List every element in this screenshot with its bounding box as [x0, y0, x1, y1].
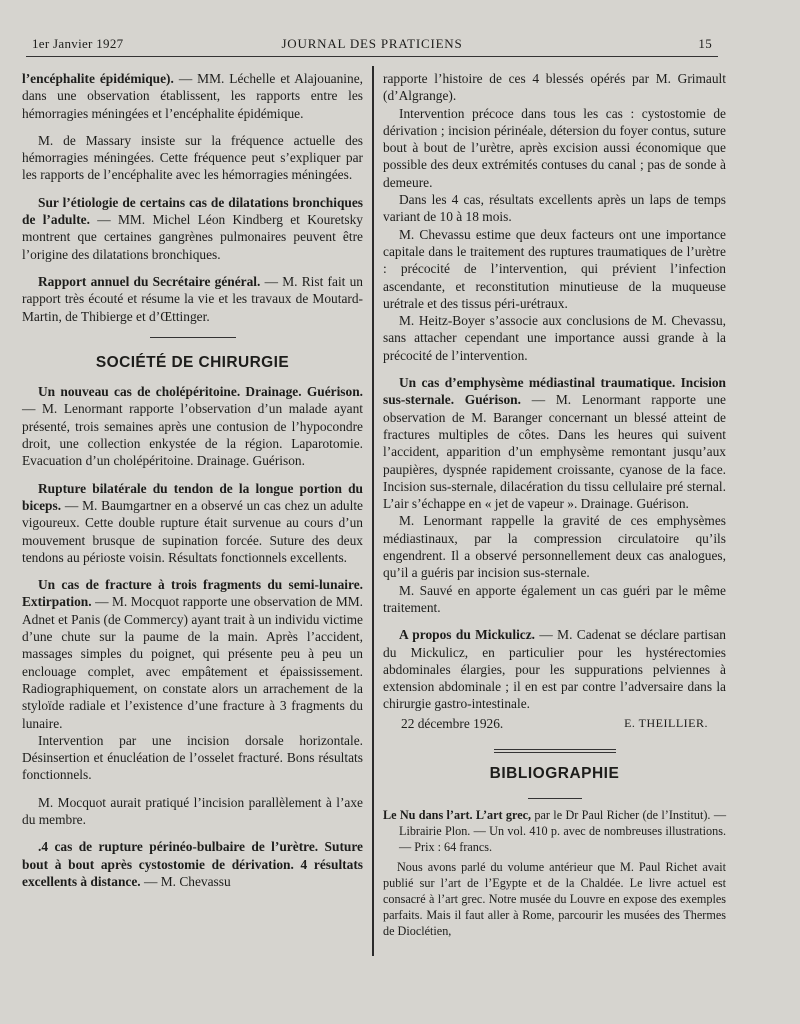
paragraph-text: — MM. Léchelle et Alajouanine, dans une observation établissent, les rapports entre les hémorragies méningées et l’encéphalite épidémique. — [22, 71, 364, 121]
bibliography-section — [383, 807, 726, 939]
paragraph-heading: Un cas de fracture à trois fragments du semi-lunaire. Extirpation. — [22, 577, 363, 610]
paragraph-text: M. Sauvé en apporte également un cas guéri par le même traitement. — [383, 582, 726, 615]
paragraph-fracture-semi-lunaire — [22, 576, 363, 732]
left-column — [22, 70, 363, 900]
paragraph-text: — M. Lenormant rapporte une observation de M. Baranger concernant un blessé atteint de fractures multiples de côtes. Dans les heures qui suivent l’accident, apparition d’un emphysème remontant jusqu’aux paupières, dyspnée rapidement croissante, cyanose de la face. Incision sus-sternale, dilacération du tissu cellulaire pré sternal. L’air s’échappe en « jet de vapeur ». Drainage. Guérison. — [383, 392, 726, 512]
reference-details: par le Dr Paul Richer (de l’Institut). — Librairie Plon. — Un vol. 410 p. avec de nombreuses illustrations. — Prix : 64 francs. — [399, 807, 727, 854]
paragraph-heading: A propos du Mickulicz. — [399, 627, 536, 643]
running-header — [32, 36, 712, 54]
paragraph-text: M. Heitz-Boyer s’associe aux conclusions de M. Chevassu, sans attacher cependant une importance aussi grande à la précocité de l’intervention. — [383, 313, 726, 363]
paragraph-heading: Sur l’étiologie de certains cas de dilatations bronchiques de l’adulte. — [22, 194, 363, 228]
column-divider — [372, 66, 374, 956]
header-date: 1er Janvier 1927 — [32, 36, 124, 51]
book-title: Le Nu dans l’art. L’art grec, — [383, 807, 532, 822]
paragraph-heitz-boyer — [383, 312, 726, 364]
paragraph-chevassu — [383, 226, 726, 312]
paragraph-intervention-precoce — [383, 105, 726, 191]
signature-author: E. THEILLIER. — [624, 715, 708, 730]
paragraph-heading: .4 cas de rupture périnéo-bulbaire de l’urètre. Suture bout à bout après cystostomie de dérivation. 4 résultats excellents à distance. — [22, 839, 363, 889]
paragraph-sauve — [383, 582, 726, 617]
paragraph-encephalite — [22, 70, 363, 122]
paragraph-lenormant — [383, 512, 726, 581]
paragraph-text: Intervention par une incision dorsale horizontale. Désinsertion et énucléation de l’osselet fracturé. Bons résultats fonctionnels. — [22, 732, 363, 783]
paragraph-heading: Un cas d’emphysème médiastinal traumatique. Incision sus-sternale. Guérison. — [383, 375, 726, 408]
paragraph-text: M. Mocquot aurait pratiqué l’incision parallèlement à l’axe du membre. — [22, 794, 363, 827]
page-number: 15 — [698, 36, 712, 51]
paragraph-text: — MM. Michel Léon Kindberg et Kouretsky montrent que certaines gangrènes pulmonaires peuvent être l’origine des dilatations bronchiques. — [22, 212, 363, 262]
bibliography-title: BIBLIOGRAPHIE — [489, 764, 620, 782]
paragraph-text: — M. Rist fait un rapport très écouté et résume la vie et les travaux de Moutard-Martin, de Thibierge et d’Œttinger. — [22, 273, 364, 324]
signature-date: 22 décembre 1926. — [401, 715, 504, 731]
paragraph-text: Dans les 4 cas, résultats excellents après un laps de temps variant de 10 à 18 mois. — [383, 192, 726, 225]
right-column — [383, 70, 726, 943]
paragraph-text: — M. Chevassu — [140, 873, 231, 889]
paragraph-text: — M. Lenormant rapporte l’observation d’un malade ayant présenté, trois semaines après une contusion de l’hypocondre droit, une collection enkystée de la région. Laparotomie. Evacuation d’un cholépéritoine. Drainage. Guérison. — [22, 401, 363, 469]
header-rule — [26, 56, 718, 57]
paragraph-mickulicz — [383, 626, 726, 712]
paragraph-heading: l’encéphalite épidémique). — [22, 71, 174, 86]
bibliography-review — [383, 859, 726, 939]
paragraph-rapport-annuel — [22, 273, 363, 325]
paragraph-grimault — [383, 70, 726, 105]
paragraph-emphyseme — [383, 374, 726, 512]
signature-line — [383, 715, 726, 733]
paragraph-intervention — [22, 732, 363, 784]
paragraph-heading: Rupture bilatérale du tendon de la longue portion du biceps. — [22, 480, 363, 513]
paragraph-resultats — [383, 191, 726, 226]
journal-title: JOURNAL DES PRATICIENS — [281, 36, 463, 51]
paragraph-mocquot — [22, 794, 363, 829]
paragraph-heading: Un nouveau cas de cholépéritoine. Drainage. Guérison. — [38, 384, 363, 400]
paragraph-text: M. Chevassu estime que deux facteurs ont une importance capitale dans le traitement des ruptures traumatiques de l’urètre : précocité de l’intervention, qui prévient l’infection ascendante, et reconstitution minutieuse de la muqueuse urétrale et des tissus péri-urétraux. — [383, 226, 726, 311]
paragraph-text: — M. Baumgartner en a observé un cas chez un adulte vigoureux. Cette double rupture était survenue au cours d’un mouvement brusque de supination forcée. Suture des deux tendons au périoste voisin. Résultats fonctionnels excellents. — [22, 497, 363, 565]
paragraph-rupture-biceps — [22, 480, 363, 566]
paragraph-dilatations — [22, 194, 363, 263]
paragraph-text: — M. Mocquot rapporte une observation de MM. Adnet et Panis (de Commercy) ayant trait à un individu victime d’une chute sur la paume de la main. Après l’accident, massages simples du poignet, qui présente peu à peu un enclouage complet, avec empâtement et épaississement. Radiographiquement, on constate alors un arrachement de la styloïde radiale et l’existence d’une fracture à 3 fragments du lunaire. — [22, 594, 363, 731]
bibliography-reference — [383, 807, 726, 855]
paragraph-text: — M. Cadenat se déclare partisan du Mickulicz, en particulier pour les hystérectomies abdominales élargies, pour les suppurations pelviennes à extension abdominale ; il en est par contre l’adversaire dans la chirurgie gastro-intestinale. — [383, 627, 726, 712]
paragraph-rupture-uretre — [22, 838, 363, 890]
paragraph-de-massary — [22, 132, 363, 184]
paragraph-heading: Rapport annuel du Secrétaire général. — [38, 273, 261, 289]
paragraph-text: rapporte l’histoire de ces 4 blessés opérés par M. Grimault (d’Algrange). — [383, 71, 726, 104]
section-rule — [150, 337, 236, 338]
paragraph-text: Nous avons parlé du volume antérieur que M. Paul Richet avait publié sur l’art de l’Egypte et de la Chaldée. Le livre actuel est consacré à l’art grec. Notre musée du Louvre en expose des exemples parfaits. Mais il faut aller à Rome, parcourir les musées des Thermes de Dioclétien, — [383, 859, 726, 938]
paragraph-text: M. Lenormant rappelle la gravité de ces emphysèmes médiastinaux, par la compression circulatoire qu’ils engendrent. Il a observé personnellement deux cas analogues, qu’il a guéris par incision sus-sternale. — [383, 513, 726, 581]
paragraph-text: Intervention précoce dans tous les cas : cystostomie de dérivation ; incision périnéale, détersion du foyer contus, suture bout à bout de l’urètre, après excision aussi économique que possible des deux extrémités contuses du canal ; pas de sonde à demeure. — [383, 105, 726, 190]
section-title-societe-chirurgie: SOCIÉTÉ DE CHIRURGIE — [95, 353, 290, 371]
paragraph-text: M. de Massary insiste sur la fréquence actuelle des hémorragies méningées. Cette fréquence peut s’expliquer par les rapports de l’encéphalite avec les hémorragies méningées. — [22, 132, 363, 183]
bibliography-short-rule — [528, 798, 582, 799]
paragraph-cholperitoine — [22, 383, 363, 469]
bibliography-rule — [494, 749, 616, 753]
